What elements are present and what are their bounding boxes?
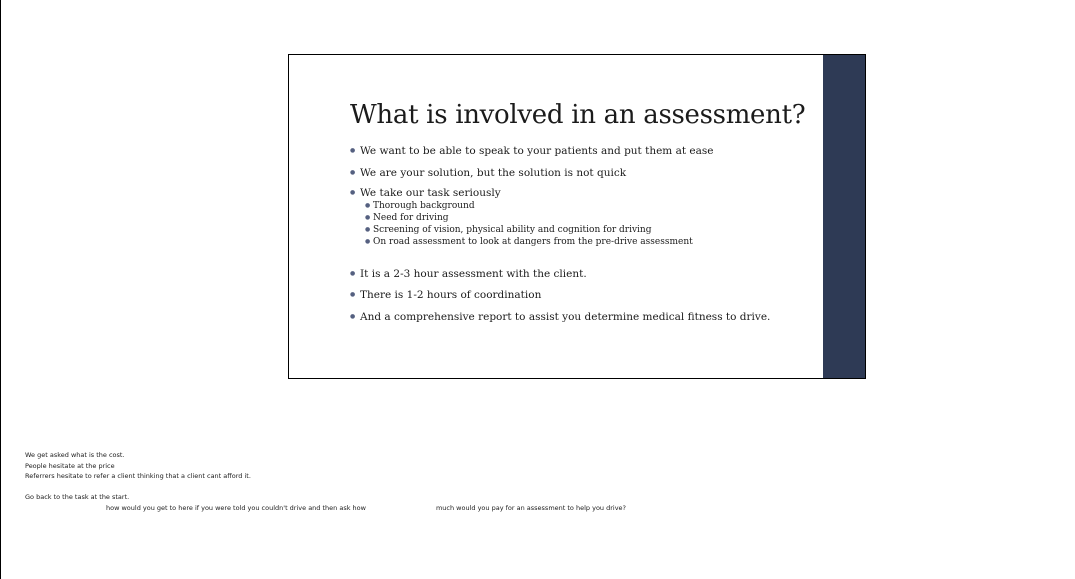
bullet-text: We take our task seriously	[360, 187, 501, 199]
slide-title: What is involved in an assessment?	[350, 100, 806, 130]
sub-bullet	[365, 224, 693, 236]
note-text-part2: much would you pay for an assessment to help you drive?	[435, 503, 627, 512]
sub-bullet-icon: ●	[365, 226, 371, 233]
sub-bullet-icon: ●	[365, 202, 371, 209]
bullet-text: We are your solution, but the solution is not quick	[360, 167, 627, 179]
slide-bullet	[350, 144, 714, 158]
bullet-icon: ●	[350, 189, 356, 196]
sub-bullet	[365, 236, 693, 248]
note-spacer	[25, 482, 626, 493]
page-left-border	[0, 0, 1, 579]
sub-bullet-text: Thorough background	[373, 201, 475, 211]
sub-bullet	[365, 200, 693, 212]
note-line: Go back to the task at the start.	[25, 493, 130, 501]
bullet-text: It is a 2-3 hour assessment with the client.	[360, 268, 587, 280]
note-line: People hesitate at the price	[25, 461, 115, 470]
slide-bullet	[350, 267, 587, 281]
sub-bullet-text: Need for driving	[373, 213, 449, 223]
sub-bullet-icon: ●	[365, 238, 371, 245]
slide-bullet	[350, 288, 541, 302]
sub-bullet-text: On road assessment to look at dangers from the pre-drive assessment	[373, 237, 693, 247]
slide-accent-bar	[823, 55, 865, 378]
sub-bullet-text: Screening of vision, physical ability and cognition for driving	[373, 225, 652, 235]
sub-bullet-list	[365, 200, 693, 248]
bullet-text: We want to be able to speak to your patients and put them at ease	[360, 145, 714, 157]
bullet-icon: ●	[350, 270, 356, 277]
bullet-icon: ●	[350, 169, 356, 176]
slide-bullet	[350, 166, 626, 180]
bullet-text: And a comprehensive report to assist you determine medical fitness to drive.	[360, 311, 771, 323]
sub-bullet-icon: ●	[365, 214, 371, 221]
slide-bullet	[350, 186, 501, 200]
sub-bullet	[365, 212, 693, 224]
slide-bullet	[350, 310, 770, 324]
note-line: Referrers hesitate to refer a client thinking that a client cant afford it.	[25, 472, 251, 480]
note-line-split	[25, 503, 626, 514]
bullet-icon: ●	[350, 147, 356, 154]
note-line: We get asked what is the cost.	[25, 451, 125, 459]
slide-thumbnail[interactable]	[288, 54, 866, 379]
bullet-icon: ●	[350, 313, 356, 320]
speaker-notes	[25, 450, 626, 513]
bullet-icon: ●	[350, 291, 356, 298]
bullet-text: There is 1-2 hours of coordination	[360, 289, 542, 301]
note-text-part1: how would you get to here if you were told you couldn't drive and then ask how	[106, 503, 366, 512]
